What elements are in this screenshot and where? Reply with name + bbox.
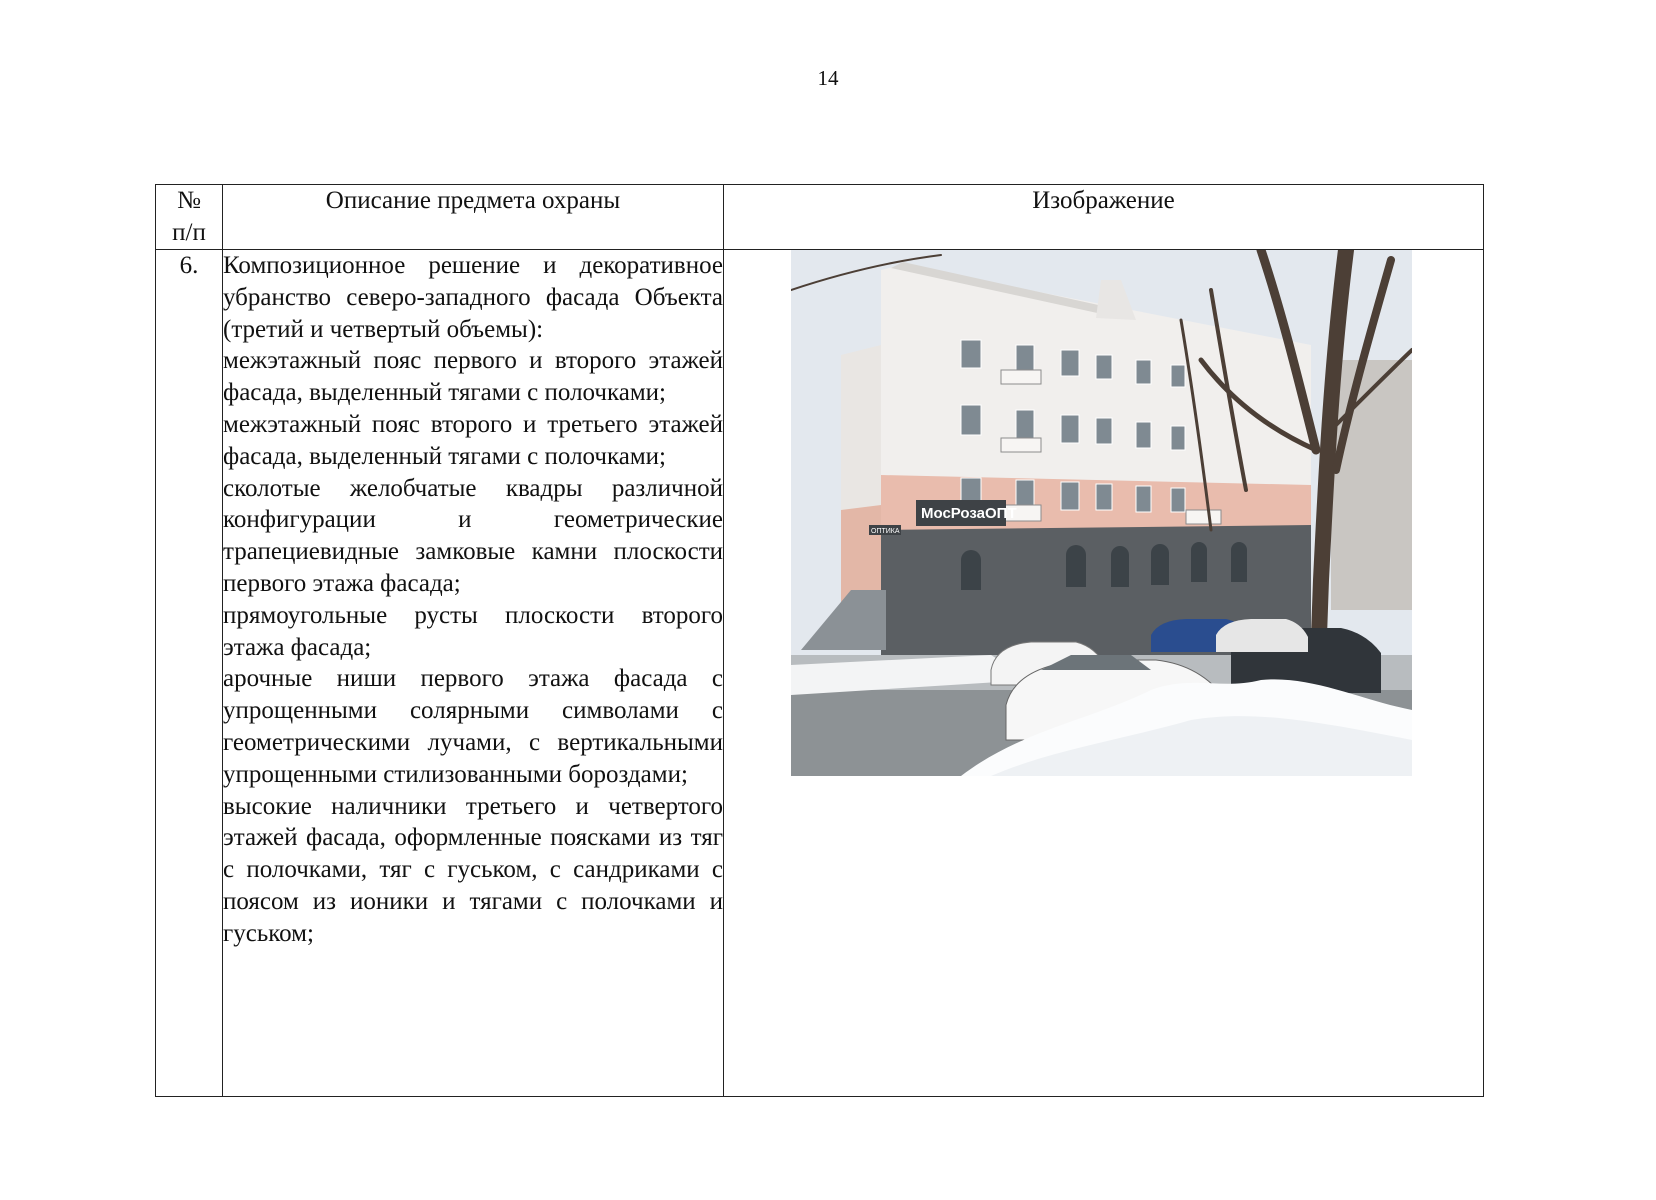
table-row xyxy=(156,250,1484,1097)
header-image: Изображение xyxy=(724,185,1484,250)
building-photo xyxy=(791,250,1412,776)
row-description xyxy=(223,250,724,1097)
description-paragraph: прямоугольные русты плоскости второго этажа фасада; xyxy=(223,601,723,661)
protection-table xyxy=(155,184,1484,1097)
description-paragraph: высокие наличники третьего и четвертого этажей фасада, оформленные поясками из тяг с полочками, тяг с гуськом, с сандриками с поясом из ионики и тягами с полочками и гуськом; xyxy=(223,792,723,947)
row-number: 6. xyxy=(156,250,223,1097)
header-number xyxy=(156,185,223,250)
shop-sign-text: МосРозаОПТ xyxy=(921,505,1017,522)
header-number-line2: п/п xyxy=(172,219,206,246)
page-number: 14 xyxy=(817,66,839,90)
header-description: Описание предмета охраны xyxy=(223,185,724,250)
description-paragraph: сколотые желобчатые квадры различной конфигурации и геометрические трапециевидные замковые камни плоскости первого этажа фасада; xyxy=(223,474,723,597)
row-image-cell xyxy=(724,250,1484,1097)
description-paragraph: межэтажный пояс второго и третьего этажей фасада, выделенный тягами с полочками; xyxy=(223,410,723,470)
table-header-row xyxy=(156,185,1484,250)
building-photo-illustration xyxy=(791,250,1412,776)
description-paragraph: межэтажный пояс первого и второго этажей фасада, выделенный тягами с полочками; xyxy=(223,347,723,407)
shop-sign-small-text: ОПТИКА xyxy=(871,528,900,535)
description-paragraph: арочные ниши первого этажа фасада с упрощенными солярными символами с геометрическими лучами, с вертикальными упрощенными стилизованными бороздами; xyxy=(223,665,723,788)
header-number-line1: № xyxy=(177,187,201,214)
description-paragraph: Композиционное решение и декоративное убранство северо-западного фасада Объекта (третий и четвертый объемы): xyxy=(223,252,723,343)
